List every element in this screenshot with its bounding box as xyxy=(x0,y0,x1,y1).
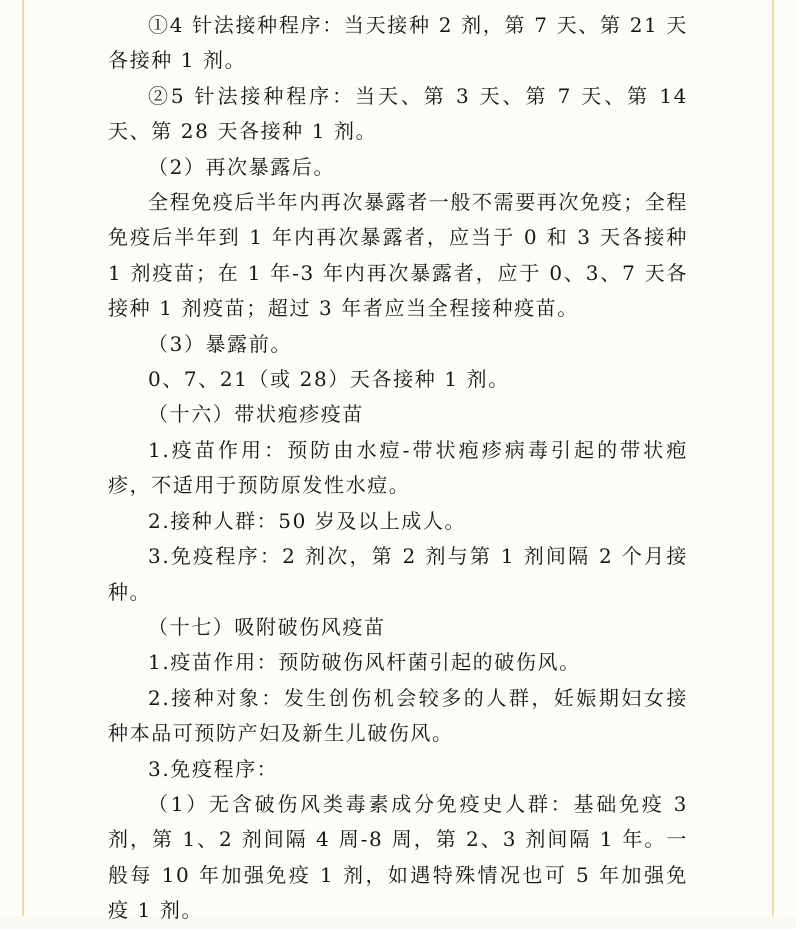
page-border-left xyxy=(22,0,24,916)
paragraph-zoster-population: 2.接种人群：50 岁及以上成人。 xyxy=(148,508,467,533)
paragraph-pre-exposure: 0、7、21（或 28）天各接种 1 剂。 xyxy=(148,367,510,392)
subheading-pre-exposure: （3）暴露前。 xyxy=(148,331,292,356)
page-border-right xyxy=(772,0,774,916)
paragraph-5-dose-schedule: ②5 针法接种程序：当天、第 3 天、第 7 天、第 14 天、第 28 天各接种 1 剂。 xyxy=(108,83,688,144)
paragraph-re-exposure: 全程免疫后半年内再次暴露者一般不需要再次免疫；全程免疫后半年到 1 年内再次暴露者，应当于 0 和 3 天各接种 1 剂疫苗；在 1 年-3 年内再次暴露者，应于 0、3、7 天各接种 1 剂疫苗；超过 3 年者应当全程接种疫苗。 xyxy=(108,190,688,321)
paragraph-zoster-schedule: 3.免疫程序：2 剂次，第 2 剂与第 1 剂间隔 2 个月接种。 xyxy=(108,544,688,604)
paragraph-tetanus-no-history: （1）无含破伤风类毒素成分免疫史人群：基础免疫 3 剂，第 1、2 剂间隔 4 周-8 周，第 2、3 剂间隔 1 年。一般每 10 年加强免疫 1 剂，如遇特殊情况也可 5 年加强免疫 1 剂。 xyxy=(108,791,688,923)
subheading-re-exposure: （2）再次暴露后。 xyxy=(148,154,336,179)
paragraph-tetanus-purpose: 1.疫苗作用：预防破伤风杆菌引起的破伤风。 xyxy=(148,650,581,675)
paragraph-4-dose-schedule: ①4 针法接种程序：当天接种 2 剂，第 7 天、第 21 天各接种 1 剂。 xyxy=(108,13,688,73)
subheading-tetanus-schedule: 3.免疫程序： xyxy=(148,756,279,781)
document-body xyxy=(108,8,688,929)
section-heading-tetanus: （十七）吸附破伤风疫苗 xyxy=(148,614,386,639)
section-heading-herpes-zoster: （十六）带状疱疹疫苗 xyxy=(148,402,364,427)
paragraph-tetanus-target: 2.接种对象：发生创伤机会较多的人群，妊娠期妇女接种本品可预防产妇及新生儿破伤风。 xyxy=(108,685,688,746)
paragraph-zoster-purpose: 1.疫苗作用：预防由水痘-带状疱疹病毒引起的带状疱疹，不适用于预防原发性水痘。 xyxy=(108,437,688,498)
